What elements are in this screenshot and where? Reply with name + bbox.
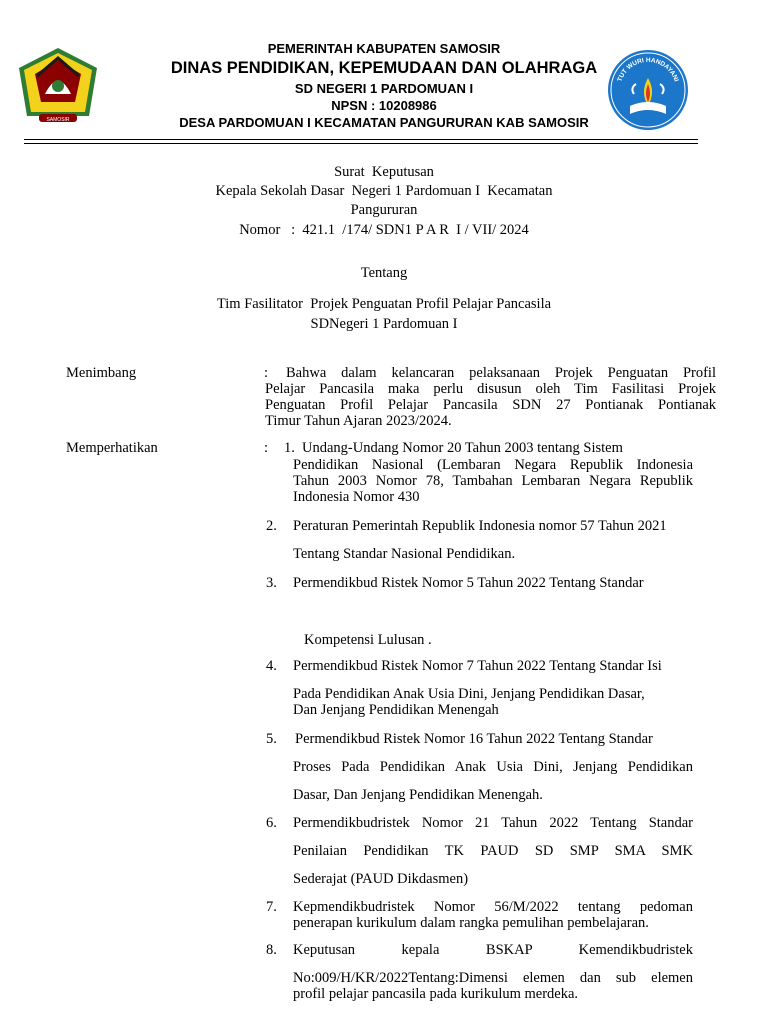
header-double-rule-top xyxy=(24,139,698,140)
menimbang-colon: : xyxy=(264,365,269,381)
menimbang-line-1: Bahwa dalam kelancaran pelaksanaan Projek Penguatan Profil xyxy=(286,365,716,381)
item-5-number: 5. xyxy=(266,731,277,747)
header-government-line: PEMERINTAH KABUPATEN SAMOSIR xyxy=(267,41,501,56)
item-4-number: 4. xyxy=(266,658,277,674)
item-1-line-2: Pendidikan Nasional (Lembaran Negara Republik Indonesia xyxy=(293,457,693,473)
item-2-number: 2. xyxy=(266,518,277,534)
item-1-line-4: Indonesia Nomor 430 xyxy=(293,489,420,505)
memperhatikan-colon: : xyxy=(264,440,269,456)
item-6-line-1: Permendikbudristek Nomor 21 Tahun 2022 Tentang Standar xyxy=(293,815,693,831)
item-1-line-3: Tahun 2003 Nomor 78, Tambahan Lembaran Negara Republik xyxy=(293,473,693,489)
memperhatikan-label: Memperhatikan xyxy=(66,440,158,456)
item-6-line-2: Penilaian Pendidikan TK PAUD SD SMP SMA SMK xyxy=(293,843,693,859)
item-3-line-1: Permendikbud Ristek Nomor 5 Tahun 2022 Tentang Standar xyxy=(293,575,644,591)
item-3-number: 3. xyxy=(266,575,277,591)
menimbang-line-4: Timur Tahun Ajaran 2023/2024. xyxy=(265,413,452,429)
item-5-line-1: Permendikbud Ristek Nomor 16 Tahun 2022 Tentang Standar xyxy=(295,731,653,747)
item-7-line-1: Kepmendikbudristek Nomor 56/M/2022 tentang pedoman xyxy=(293,899,693,915)
item-7-line-2: penerapan kurikulum dalam rangka pemulihan pembelajaran. xyxy=(293,915,649,931)
item-5-line-2: Proses Pada Pendidikan Anak Usia Dini, Jenjang Pendidikan xyxy=(293,759,693,775)
title-pangururan: Pangururan xyxy=(350,202,418,218)
right-logo-text: TUT WURI HANDAYANI xyxy=(616,56,680,83)
item-1-line-1: Undang-Undang Nomor 20 Tahun 2003 tentang Sistem xyxy=(302,440,623,456)
item-4-line-1: Permendikbud Ristek Nomor 7 Tahun 2022 Tentang Standar Isi xyxy=(293,658,662,674)
subject-line-2: SDNegeri 1 Pardomuan I xyxy=(310,316,458,332)
title-kepala-sekolah: Kepala Sekolah Dasar Negeri 1 Pardomuan I Kecamatan xyxy=(215,183,553,199)
title-surat-keputusan: Surat Keputusan xyxy=(334,164,434,180)
menimbang-line-3: Penguatan Profil Pelajar Pancasila SDN 27 Pontianak Pontianak xyxy=(265,397,716,413)
left-logo-text: SAMOSIR xyxy=(46,117,70,123)
item-3-line-2: Kompetensi Lulusan . xyxy=(304,632,432,648)
item-5-line-3: Dasar, Dan Jenjang Pendidikan Menengah. xyxy=(293,787,543,803)
header-npsn: NPSN : 10208986 xyxy=(331,98,437,113)
item-6-number: 6. xyxy=(266,815,277,831)
item-6-line-3: Sederajat (PAUD Dikdasmen) xyxy=(293,871,469,887)
item-4-line-3: Dan Jenjang Pendidikan Menengah xyxy=(293,702,499,718)
item-4-line-2: Pada Pendidikan Anak Usia Dini, Jenjang Pendidikan Dasar, xyxy=(293,686,645,702)
header-school-name: SD NEGERI 1 PARDOMUAN I xyxy=(294,81,474,96)
item-2-line-2: Tentang Standar Nasional Pendidikan. xyxy=(293,546,516,562)
item-8-number: 8. xyxy=(266,942,277,958)
item-1-number: 1. xyxy=(284,440,295,456)
item-2-line-1: Peraturan Pemerintah Republik Indonesia nomor 57 Tahun 2021 xyxy=(293,518,667,534)
header-double-rule-bottom xyxy=(24,143,698,144)
header-agency-line: DINAS PENDIDIKAN, KEPEMUDAAN DAN OLAHRAGA xyxy=(170,59,598,77)
document-number: Nomor : 421.1 /174/ SDN1 P A R I / VII/ 2024 xyxy=(239,222,529,238)
menimbang-label: Menimbang xyxy=(66,365,137,381)
item-8-line-1: Keputusan kepala BSKAP Kemendikbudristek xyxy=(293,942,693,958)
item-8-line-2: No:009/H/KR/2022Tentang:Dimensi elemen dan sub elemen xyxy=(293,970,693,986)
menimbang-line-2: Pelajar Pancasila maka perlu disusun oleh Tim Fasilitasi Projek xyxy=(265,381,716,397)
item-7-number: 7. xyxy=(266,899,277,915)
header-address: DESA PARDOMUAN I KECAMATAN PANGURURAN KAB SAMOSIR xyxy=(179,115,589,130)
item-8-line-3: profil pelajar pancasila pada kurikulum merdeka. xyxy=(293,986,579,1002)
subject-line-1: Tim Fasilitator Projek Penguatan Profil Pelajar Pancasila xyxy=(216,296,552,312)
tentang-heading: Tentang xyxy=(360,265,408,281)
